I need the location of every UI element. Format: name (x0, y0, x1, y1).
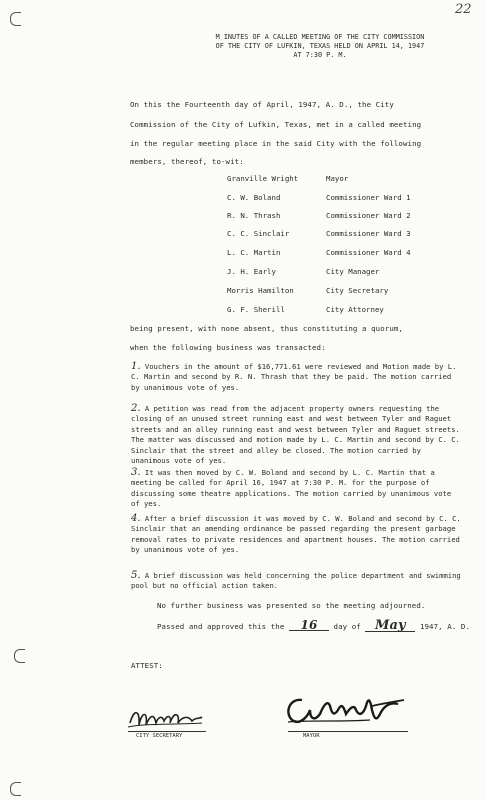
agenda-item-5 (131, 571, 461, 593)
approval-suffix: 1947, A. D. (419, 622, 470, 631)
header-line-3: AT 7:30 P. M. (293, 51, 347, 59)
item-text: A brief discussion was held concerning the police department and swimming pool but no official action taken. (131, 571, 461, 591)
member-role: City Secretary (326, 286, 389, 295)
adjourned-line: No further business was presented so the meeting adjourned. (157, 601, 426, 610)
header-line-1: M INUTES OF A CALLED MEETING OF THE CITY COMMISSION (215, 33, 425, 41)
item-text: After a brief discussion it was moved by C. W. Boland and second by C. C. Sinclair that an amending ordinance be passed regarding the present garbage removal rates to private residences and apartment houses. The motion carried by unanimous vote of yes. (131, 514, 461, 555)
agenda-item-4 (131, 514, 461, 556)
punch-hole-mark (14, 649, 25, 663)
quorum-line: being present, with none absent, thus constituting a quorum, (130, 324, 403, 333)
mayor-signature (280, 692, 410, 732)
member-row (0, 229, 486, 240)
item-number: 2. (131, 403, 141, 414)
member-name: C. C. Sinclair (227, 229, 290, 238)
member-row (0, 286, 486, 297)
member-row (0, 305, 486, 316)
agenda-item-2 (131, 404, 461, 468)
item-number: 4. (131, 513, 141, 524)
member-role: Commissioner Ward 3 (326, 229, 411, 238)
member-role: City Manager (326, 267, 380, 276)
mayor-label: MAYOR (303, 733, 320, 739)
member-role: Commissioner Ward 1 (326, 193, 411, 202)
member-row (0, 248, 486, 259)
intro-line-1: On this the Fourteenth day of April, 1947, A. D., the City (130, 100, 394, 109)
member-row (0, 193, 486, 204)
member-role: City Attorney (326, 305, 384, 314)
item-text: A petition was read from the adjacent property owners requesting the closing of an unused street running east and west between Tyler and Raguet streets and an alley running east and west between Tyler and Raguet streets. The matter was discussed and motion made by L. C. Martin and second by C. C. Sinclair that the street and alley be closed. The motion carried by unanimous vote of yes. (131, 404, 460, 466)
approval-month: May (365, 621, 415, 632)
header-line-2: OF THE CITY OF LUFKIN, TEXAS HELD ON APRIL 14, 1947 (215, 42, 425, 50)
approval-mid: day of (333, 622, 361, 631)
item-text: It was then moved by C. W. Boland and second by L. C. Martin that a meeting be called for April 16, 1947 at 7:30 P. M. for the purpose of discussing some theatre applications. The motion carried by unanimous vote of yes. (131, 468, 452, 509)
member-name: G. F. Sherill (227, 305, 285, 314)
agenda-item-1 (131, 362, 461, 394)
punch-hole-mark (10, 12, 21, 26)
member-name: C. W. Boland (227, 193, 281, 202)
member-role: Commissioner Ward 2 (326, 211, 411, 220)
secretary-label: CITY SECRETARY (136, 733, 183, 739)
secretary-line (128, 731, 206, 732)
approval-line (157, 620, 470, 632)
item-number: 3. (131, 467, 141, 478)
member-role: Commissioner Ward 4 (326, 248, 411, 257)
intro-line-3: in the regular meeting place in the said City with the following (130, 139, 422, 148)
member-row (0, 267, 486, 278)
intro-line-2: Commission of the City of Lufkin, Texas, met in a called meeting (130, 120, 422, 129)
page-number: 22 (455, 2, 472, 17)
agenda-item-3 (131, 468, 461, 510)
member-row (0, 174, 486, 185)
attest-label: ATTEST: (131, 661, 163, 670)
item-text: Vouchers in the amount of $16,771.61 were reviewed and Motion made by L. C. Martin and second by R. N. Thrash that they be paid. The motion carried by unanimous vote of yes. (131, 362, 457, 392)
member-name: Morris Hamilton (227, 286, 294, 295)
member-name: L. C. Martin (227, 248, 281, 257)
member-row (0, 211, 486, 222)
mayor-line (288, 731, 408, 732)
member-name: J. H. Early (227, 267, 276, 276)
item-number: 1. (131, 361, 141, 372)
member-name: R. N. Thrash (227, 211, 281, 220)
intro-line-4: members, thereof, to-wit: (130, 157, 244, 166)
punch-hole-mark (10, 782, 21, 796)
member-name: Granville Wright (227, 174, 299, 183)
business-intro: when the following business was transacted: (130, 343, 326, 352)
approval-day: 16 (289, 620, 329, 631)
item-number: 5. (131, 570, 141, 581)
approval-prefix: Passed and approved this the (157, 622, 285, 631)
member-role: Mayor (326, 174, 349, 183)
